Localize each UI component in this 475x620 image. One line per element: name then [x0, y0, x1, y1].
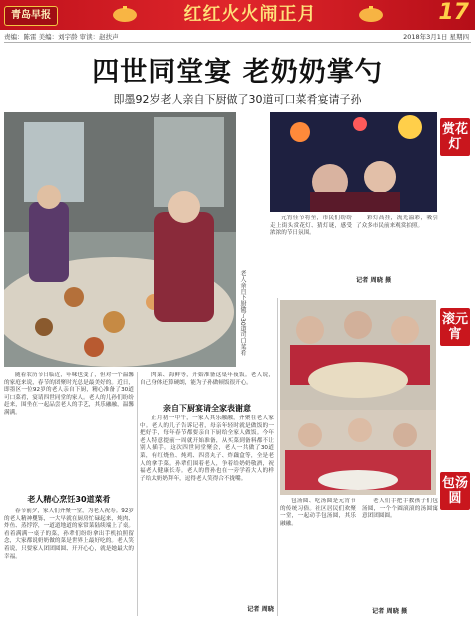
article-column: 正月初一中午，一家人其乐融融，齐聚在老人家中。老人的儿子告诉记者，母亲年轻时就是做饭的一把好手，每年春节都要亲自下厨给全家人做饭。今年老人特意提前一周就开始准备，从买菜到备料都不让别人插手。这次四世同堂聚会，老人一共做了30道菜，有红烧鱼、炖鸡、四喜丸子、炸藕盒等，全是老人的拿手菜。孙辈们围着老人，争着给奶奶敬酒，祝福老人健康长寿。老人的曾孙也在一旁学着大人的样子给太奶奶拜年，逗得老人笑得合不拢嘴。 — [140, 415, 274, 482]
article-column: 随着农历节日临近，年味也变了，但对一个温馨的家庭来说，春节的团聚时光总是最美好的。近日，即墨区一位92岁的老人亲自下厨，精心准备了30道可口菜肴，宴请四世同堂的家人。老人的儿孙们纷纷赶来，围坐在一起品尝老人的手艺，其乐融融，温馨满满。 — [4, 372, 134, 416]
section-tag-yuanxiao: 滚元宵 — [440, 308, 470, 346]
section-tag-lanterns: 赏花灯 — [440, 118, 470, 156]
article-subheading: 老人精心烹饪30道菜肴 — [27, 495, 111, 504]
making-tangyuan-photo — [280, 410, 436, 495]
column-divider — [137, 372, 138, 616]
headline: 四世同堂宴 老奶奶掌勺 — [92, 57, 383, 88]
article-column: 彩灯高挂，流光溢彩，吸引了众多市民前来观赏拍照。 — [356, 215, 438, 229]
divider — [4, 42, 471, 43]
article-subheading: 亲自下厨宴请全家表谢意 — [163, 404, 251, 413]
photo-credit: 记者 周晓 摄 — [372, 608, 408, 615]
column-divider — [277, 298, 278, 616]
reporter-credit: 记者 周晓 — [247, 606, 274, 613]
photo-credit: 记者 周晓 摄 — [356, 277, 392, 284]
page-section-title: 红红火火闹正月 — [183, 4, 317, 25]
article-column: 包汤圆、吃汤圆是元宵节的传统习俗。社区居民们欢聚一堂，一起动手包汤圆，其乐融融。 — [280, 498, 356, 527]
article-column: 元宵佳节将至，市民们纷纷走上街头赏花灯、猜灯谜，感受浓浓的节日氛围。 — [270, 215, 352, 237]
page-number: 17 — [438, 0, 469, 25]
issue-date: 2018年3月1日 星期四 — [403, 33, 469, 41]
photo-caption: 老人亲自下厨做了30道可口菜肴 — [239, 270, 246, 356]
editor-credits: 责编：陈雷 美编：刘宇龄 审读：赵扶声 — [4, 33, 119, 41]
main-photo — [4, 112, 236, 367]
newspaper-brand: 青岛早报 — [4, 6, 58, 26]
article-column: 肉菜、海鲜等，开始准备这桌年夜饭。老人说，自己身体还算硬朗，能为子孙做顿饭很开心。 — [140, 372, 274, 386]
lantern-festival-photo — [270, 112, 437, 212]
subheadline: 即墨92岁老人亲自下厨做了30道可口菜肴宴请子孙 — [113, 93, 362, 106]
article-column: 春节前夕，家人们齐聚一堂，为老人祝寿。92岁的老人精神矍铄，一大早就在厨房忙碌起来，炖肉、炸鱼、蒸饽饽，一道道地道的家常菜陆续端上了桌。看着满满一桌子的菜，孙辈们纷纷拿出手机拍照留念，大家都说奶奶做的菜是世界上最好吃的。老人笑着说，只要家人团团圆圆、开开心心，就是她最大的幸福。 — [4, 508, 134, 560]
lantern-icon — [110, 6, 140, 24]
article-column: 老人们手把手教孩子们包汤圆，一个个圆滚滚的汤圆寓意团团圆圆。 — [362, 498, 438, 520]
lantern-icon — [356, 6, 386, 24]
rolling-yuanxiao-photo — [280, 300, 436, 410]
section-tag-tangyuan: 包汤圆 — [440, 472, 470, 510]
